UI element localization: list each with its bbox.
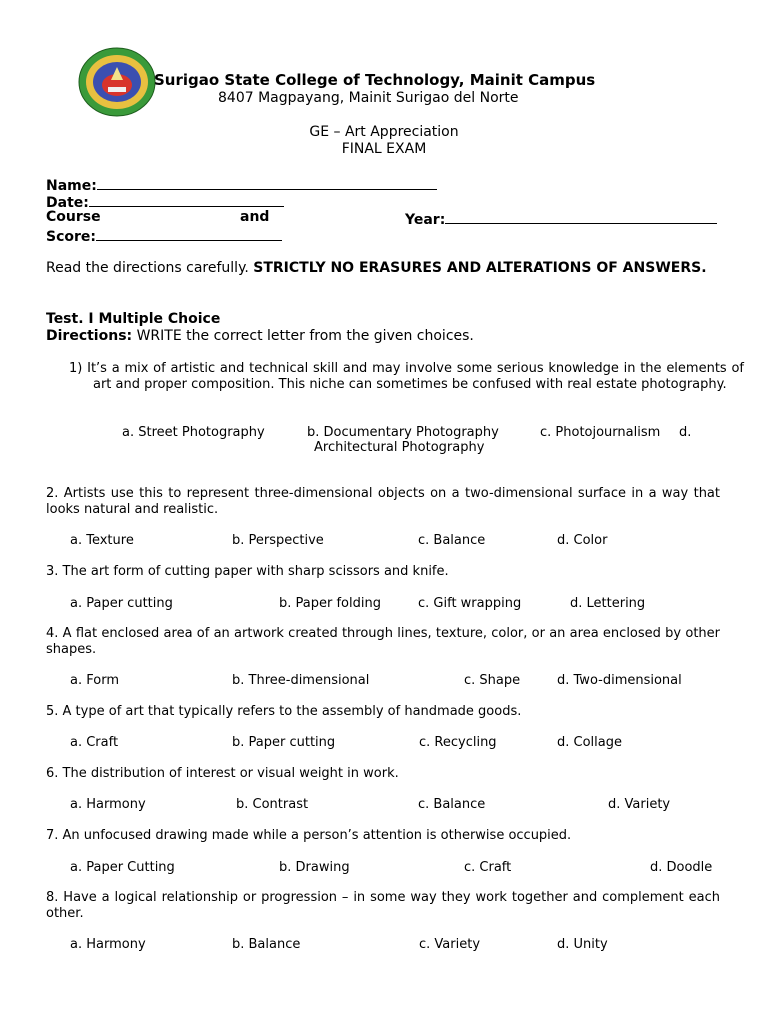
score-blank[interactable] — [96, 226, 282, 241]
q1-choice-c[interactable]: c. Photojournalism — [540, 425, 661, 440]
q6-choice-b[interactable]: b. Contrast — [236, 797, 309, 812]
directions-label: Directions: — [46, 328, 133, 344]
q3-choice-c[interactable]: c. Gift wrapping — [418, 596, 522, 611]
q7-choice-b[interactable]: b. Drawing — [279, 860, 350, 875]
q7-choice-c[interactable]: c. Craft — [464, 860, 512, 875]
q2-choice-a[interactable]: a. Texture — [70, 533, 134, 548]
q6-choice-a[interactable]: a. Harmony — [70, 797, 146, 812]
q1-choice-b[interactable]: b. Documentary Photography — [307, 425, 499, 440]
q3-choice-b[interactable]: b. Paper folding — [279, 596, 381, 611]
q8-choice-c[interactable]: c. Variety — [419, 937, 481, 952]
q3-choice-d[interactable]: d. Lettering — [570, 596, 646, 611]
question-5-text: 5. A type of art that typically refers to the assembly of handmade goods. — [46, 704, 522, 719]
question-2-text: 2. Artists use this to represent three-dimensional objects on a two-dimensional surface in a way that looks natural and realistic. — [46, 486, 720, 517]
q4-choice-b[interactable]: b. Three-dimensional — [232, 673, 370, 688]
q2-choice-c[interactable]: c. Balance — [418, 533, 486, 548]
q7-choice-a[interactable]: a. Paper Cutting — [70, 860, 175, 875]
question-4-text: 4. A flat enclosed area of an artwork created through lines, texture, color, or an area enclosed by other shapes. — [46, 626, 720, 657]
q1-choice-d-text[interactable]: Architectural Photography — [314, 440, 485, 455]
q2-choice-b[interactable]: b. Perspective — [232, 533, 324, 548]
q5-choice-c[interactable]: c. Recycling — [419, 735, 497, 750]
directions-line — [46, 328, 474, 344]
read-directions-text: Read the directions carefully. — [46, 260, 249, 276]
q5-choice-a[interactable]: a. Craft — [70, 735, 119, 750]
q8-choice-a[interactable]: a. Harmony — [70, 937, 146, 952]
question-8-text: 8. Have a logical relationship or progression – in some way they work together and complement each other. — [46, 890, 720, 921]
and-label: and — [240, 209, 270, 225]
q5-choice-d[interactable]: d. Collage — [557, 735, 622, 750]
strict-notice: STRICTLY NO ERASURES AND ALTERATIONS OF ANSWERS. — [253, 260, 707, 276]
question-3-text: 3. The art form of cutting paper with sharp scissors and knife. — [46, 564, 449, 579]
q1-choice-a[interactable]: a. Street Photography — [122, 425, 265, 440]
year-label: Year: — [405, 212, 446, 228]
score-field — [46, 226, 282, 245]
q4-choice-a[interactable]: a. Form — [70, 673, 119, 688]
q4-choice-c[interactable]: c. Shape — [464, 673, 521, 688]
course-label: Course — [46, 209, 101, 225]
question-7-text: 7. An unfocused drawing made while a person’s attention is otherwise occupied. — [46, 828, 572, 843]
q6-choice-d[interactable]: d. Variety — [608, 797, 671, 812]
q4-choice-d[interactable]: d. Two-dimensional — [557, 673, 682, 688]
q6-choice-c[interactable]: c. Balance — [418, 797, 486, 812]
date-blank[interactable] — [89, 192, 284, 207]
exam-title: FINAL EXAM — [341, 141, 427, 157]
school-name: Surigao State College of Technology, Mainit Campus — [154, 71, 596, 89]
score-label: Score: — [46, 229, 96, 245]
year-field — [405, 209, 717, 228]
subject-title: GE – Art Appreciation — [309, 124, 459, 140]
college-seal-logo — [78, 47, 156, 117]
directions-text: WRITE the correct letter from the given choices. — [136, 328, 474, 344]
q8-choice-d[interactable]: d. Unity — [557, 937, 608, 952]
instructions-paragraph — [46, 260, 720, 277]
name-blank[interactable] — [97, 175, 437, 190]
year-blank[interactable] — [445, 209, 717, 224]
question-1-text: 1) It’s a mix of artistic and technical skill and may involve some serious knowledge in the elements of art and proper composition. This niche can sometimes be confused with real estate photography. — [69, 361, 744, 392]
school-address: 8407 Magpayang, Mainit Surigao del Norte — [218, 90, 519, 106]
q2-choice-d[interactable]: d. Color — [557, 533, 608, 548]
q7-choice-d[interactable]: d. Doodle — [650, 860, 713, 875]
q8-choice-b[interactable]: b. Balance — [232, 937, 301, 952]
q5-choice-b[interactable]: b. Paper cutting — [232, 735, 336, 750]
q3-choice-a[interactable]: a. Paper cutting — [70, 596, 173, 611]
date-label: Date: — [46, 195, 89, 211]
question-6-text: 6. The distribution of interest or visual weight in work. — [46, 766, 399, 781]
test-title: Test. I Multiple Choice — [46, 311, 221, 327]
q1-choice-d-letter[interactable]: d. — [679, 425, 692, 440]
name-label: Name: — [46, 178, 97, 194]
